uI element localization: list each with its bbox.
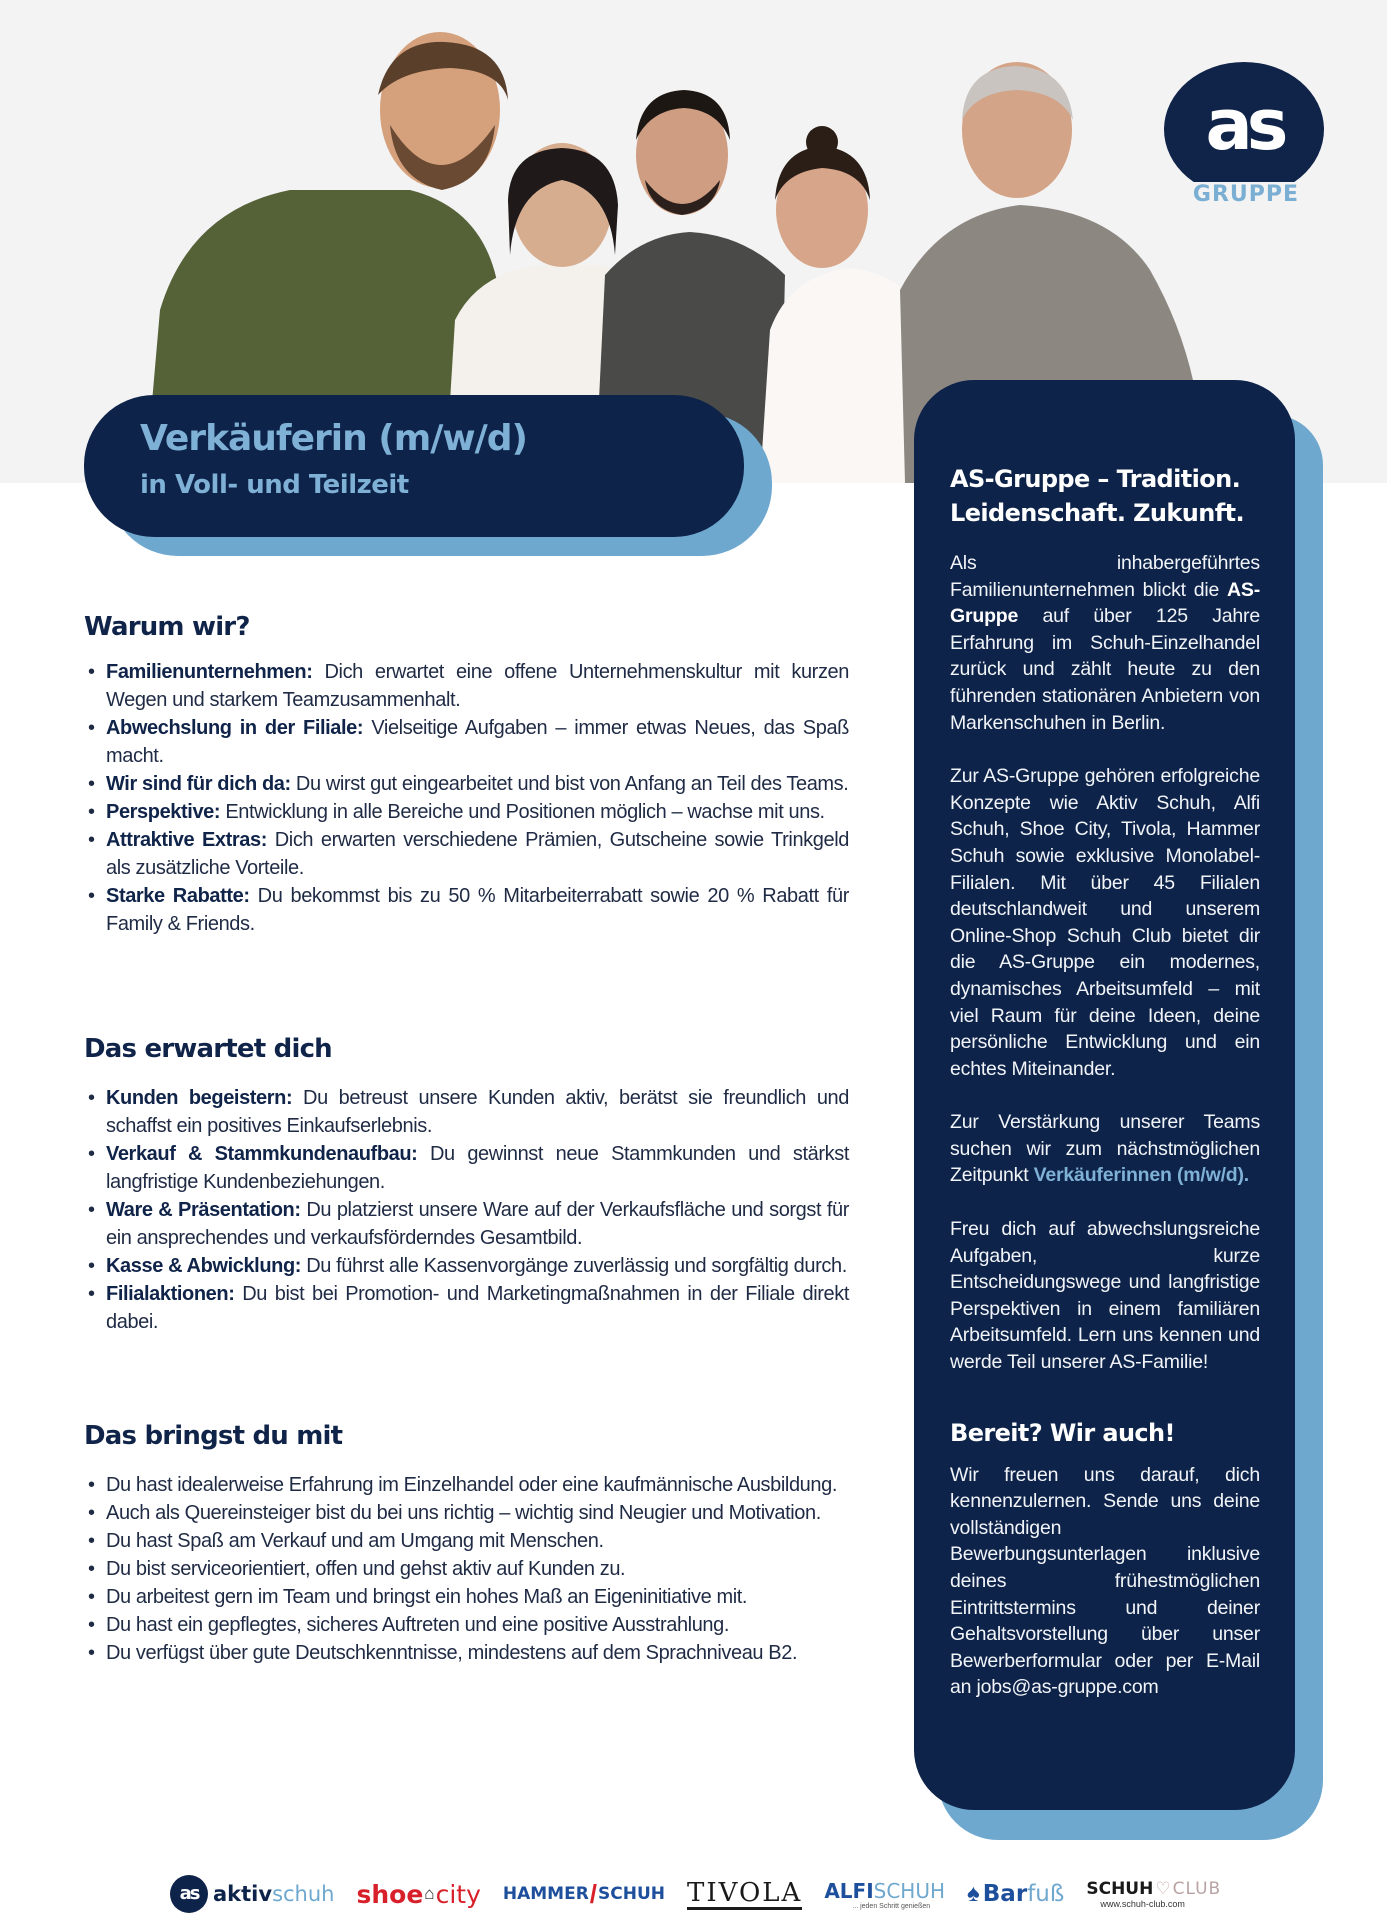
sidebar-paragraph-benefits: Freu dich auf abwechslungsreiche Aufgaben, kurze Entscheidungswege und langfristige Perspektiven in einem familiären Arbeitsumfeld. Lern uns kennen und werde Teil unserer AS-Familie! xyxy=(950,1218,1260,1374)
aktivschuh-mark: as xyxy=(170,1875,208,1913)
job-subtitle: in Voll- und Teilzeit xyxy=(140,470,409,500)
list-item: • Ware & Präsentation: Du platzierst unsere Ware auf der Verkaufsfläche und sorgst für ein ansprechendes und verkaufsförderndes Gesamtbild. xyxy=(84,1196,849,1252)
list-item: • Abwechslung in der Filiale: Vielseitige Aufgaben – immer etwas Neues, das Spaß macht. xyxy=(84,714,849,770)
job-title: Verkäuferin (m/w/d) xyxy=(140,418,528,459)
barfuss-logo: ♠ Bar fuß xyxy=(967,1880,1065,1907)
city-skyline-icon: ⌂ xyxy=(424,1884,435,1903)
list-item: • Perspektive: Entwicklung in alle Bereiche und Positionen möglich – wachse mit uns. xyxy=(84,798,849,826)
brand-logo-strip xyxy=(170,1872,1220,1916)
list-item: • Wir sind für dich da: Du wirst gut eingearbeitet und bist von Anfang an Teil des Teams. xyxy=(84,770,849,798)
list-item: • Verkauf & Stammkundenaufbau: Du gewinnst neue Stammkunden und stärkst langfristige Kundenbeziehungen. xyxy=(84,1140,849,1196)
list-item: • Du hast idealerweise Erfahrung im Einzelhandel oder eine kaufmännische Ausbildung. xyxy=(84,1471,849,1499)
cta-text: Wir freuen uns darauf, dich kennenzulernen. Sende uns deine vollständigen Bewerbungsunterlagen inklusive deines frühestmöglichen Eintrittstermins und deiner Gehaltsvorstellung über unser Bewerberformular oder per E-Mail an jobs@as-gruppe.com xyxy=(950,1463,1260,1699)
section-why xyxy=(84,612,849,938)
list-item: • Attraktive Extras: Dich erwarten verschiedene Prämien, Gutscheine sowie Trinkgeld als zusätzliche Vorteile. xyxy=(84,826,849,882)
list-item: • Du hast Spaß am Verkauf und am Umgang mit Menschen. xyxy=(84,1527,849,1555)
title-banner xyxy=(84,395,744,537)
section-requirements xyxy=(84,1421,849,1667)
section-heading: Das erwartet dich xyxy=(84,1034,332,1064)
as-gruppe-logo xyxy=(1164,62,1324,210)
logo-subtitle: GRUPPE xyxy=(1176,182,1316,208)
requirements-list xyxy=(84,1471,849,1667)
sidebar-content xyxy=(950,462,1260,1701)
benefits-list xyxy=(84,658,849,938)
footprint-icon: ♠ xyxy=(967,1880,980,1907)
list-item: • Kasse & Abwicklung: Du führst alle Kassenvorgänge zuverlässig und sorgfältig durch. xyxy=(84,1252,849,1280)
aktivschuh-logo: as aktiv schuh xyxy=(170,1875,334,1913)
shoecity-logo: shoe ⌂ city xyxy=(356,1879,481,1909)
heart-icon: ♡ xyxy=(1155,1879,1171,1898)
list-item: • Du hast ein gepflegtes, sicheres Auftreten und eine positive Ausstrahlung. xyxy=(84,1611,849,1639)
tivola-logo: TIVOLA xyxy=(687,1877,803,1908)
list-item: • Kunden begeistern: Du betreust unsere Kunden aktiv, berätst sie freundlich und schaffst ein positives Einkaufserlebnis. xyxy=(84,1084,849,1140)
logo-mark: as xyxy=(1205,84,1283,166)
list-item: • Starke Rabatte: Du bekommst bis zu 50 % Mitarbeiterrabatt sowie 20 % Rabatt für Family & Friends. xyxy=(84,882,849,938)
section-heading: Das bringst du mit xyxy=(84,1421,343,1451)
cta-heading: Bereit? Wir auch! xyxy=(950,1418,1175,1447)
sidebar-paragraph-hiring: Zur Verstärkung unserer Teams suchen wir zum nächstmöglichen Zeitpunkt Verkäuferinnen (m/w/d). xyxy=(950,1111,1260,1187)
list-item: • Auch als Quereinsteiger bist du bei uns richtig – wichtig sind Neugier und Motivation. xyxy=(84,1499,849,1527)
schuhclub-logo: SCHUH ♡ CLUB www.schuh-club.com xyxy=(1086,1879,1222,1909)
section-expect xyxy=(84,1034,849,1336)
alfischuh-logo: ALFISCHUH ... jeden Schritt genießen xyxy=(824,1878,946,1910)
sidebar-heading: AS-Gruppe – Tradition. Leidenschaft. Zukunft. xyxy=(950,465,1244,527)
section-heading: Warum wir? xyxy=(84,612,250,642)
list-item: • Familienunternehmen: Dich erwartet eine offene Unternehmenskultur mit kurzen Wegen und starkem Teamzusammenhalt. xyxy=(84,658,849,714)
sidebar-paragraph-history: Als inhabergeführtes Familienunternehmen blickt die AS-Gruppe auf über 125 Jahre Erfahrung im Schuh-Einzelhandel zurück und zählt heute zu den führenden stationären Anbietern von Markenschuhen in Berlin. xyxy=(950,552,1260,734)
sidebar-paragraph-concepts: Zur AS-Gruppe gehören erfolgreiche Konzepte wie Aktiv Schuh, Alfi Schuh, Shoe City, Tivola, Hammer Schuh sowie exklusive Monolabel-Filialen. Mit über 45 Filialen deutschlandweit und unserem Online-Shop Schuh Club bietet dir die AS-Gruppe ein modernes, dynamisches Arbeitsumfeld – mit viel Raum für deine Ideen, deine persönliche Entwicklung und ein echtes Miteinander. xyxy=(950,765,1260,1080)
tasks-list xyxy=(84,1084,849,1336)
list-item: • Du bist serviceorientiert, offen und gehst aktiv auf Kunden zu. xyxy=(84,1555,849,1583)
shoe-heel-icon: / xyxy=(589,1878,598,1909)
list-item: • Du verfügst über gute Deutschkenntnisse, mindestens auf dem Sprachniveau B2. xyxy=(84,1639,849,1667)
hammerschuh-logo: HAMMER / SCHUH xyxy=(502,1878,666,1909)
list-item: • Filialaktionen: Du bist bei Promotion- und Marketingmaßnahmen in der Filiale direkt dabei. xyxy=(84,1280,849,1336)
list-item: • Du arbeitest gern im Team und bringst ein hohes Maß an Eigeninitiative mit. xyxy=(84,1583,849,1611)
